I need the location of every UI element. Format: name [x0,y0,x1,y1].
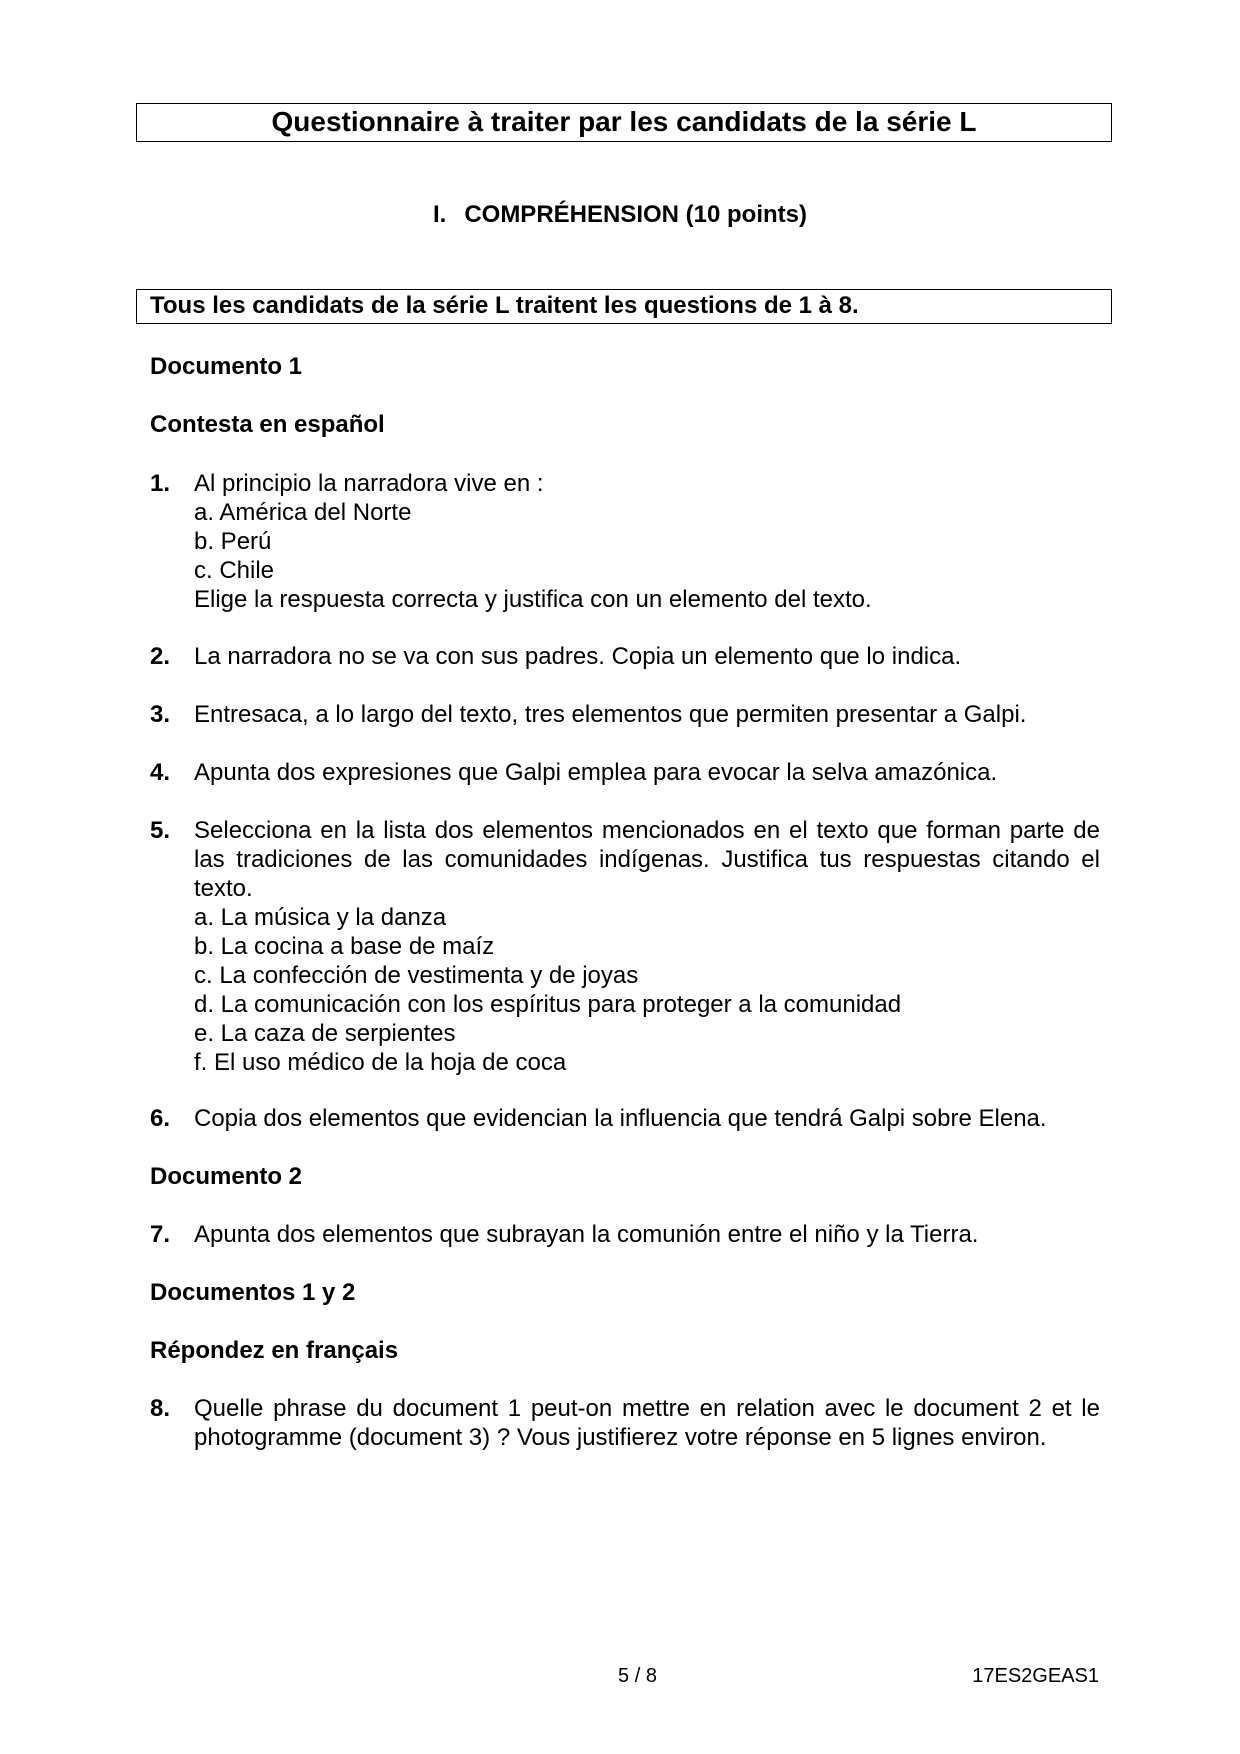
question-number: 2. [150,643,171,670]
question-2 [150,642,1100,671]
question-text: Quelle phrase du document 1 peut-on mettre en relation avec le document 2 et le photogramme (document 3) ? Vous justifierez votre réponse en 5 lignes environ. [194,1395,1100,1451]
page-number: 5 / 8 [618,1665,657,1687]
document-2-heading: Documento 2 [150,1163,303,1190]
question-text: Al principio la narradora vive en : [194,470,544,497]
question-6 [150,1104,1100,1133]
option-item: b. Perú [194,528,272,555]
question-instruction: Elige la respuesta correcta y justifica con un elemento del texto. [194,586,872,613]
question-8 [150,1394,1100,1452]
documents-1-2-heading: Documentos 1 y 2 [150,1279,356,1306]
question-4 [150,758,1100,787]
question-3 [150,700,1100,729]
option-item: c. Chile [194,557,275,584]
question-number: 8. [150,1395,171,1422]
question-5 [150,816,1100,1077]
documents-1-2-subheading: Répondez en français [150,1337,399,1364]
question-text: Apunta dos elementos que subrayan la comunión entre el niño y la Tierra. [194,1221,979,1248]
question-number: 1. [150,470,171,497]
question-text: Entresaca, a lo largo del texto, tres elementos que permiten presentar a Galpi. [194,701,1027,728]
question-text: Apunta dos expresiones que Galpi emplea para evocar la selva amazónica. [194,759,998,786]
question-text: Copia dos elementos que evidencian la influencia que tendrá Galpi sobre Elena. [194,1105,1047,1132]
question-1 [150,469,1100,614]
option-item: a. América del Norte [194,499,412,526]
page-title: Questionnaire à traiter par les candidats de la série L [136,103,1112,142]
question-7 [150,1220,1100,1249]
section-heading [0,200,1240,230]
option-item: d. La comunicación con los espíritus para proteger a la comunidad [194,991,902,1018]
instruction-box: Tous les candidats de la série L traitent les questions de 1 à 8. [136,289,1112,324]
option-item: a. La música y la danza [194,904,447,931]
section-label: COMPRÉHENSION (10 points) [464,201,808,228]
question-text: La narradora no se va con sus padres. Copia un elemento que lo indica. [194,643,962,670]
document-1-subheading: Contesta en español [150,411,385,438]
option-item: c. La confección de vestimenta y de joyas [194,962,639,989]
question-number: 7. [150,1221,171,1248]
document-code: 17ES2GEAS1 [972,1665,1099,1687]
option-item: f. El uso médico de la hoja de coca [194,1049,567,1076]
question-text: Selecciona en la lista dos elementos mencionados en el texto que forman parte de las tradiciones de las comunidades indígenas. Justifica tus respuestas citando el texto. [194,817,1100,902]
option-item: e. La caza de serpientes [194,1020,456,1047]
question-number: 4. [150,759,171,786]
question-number: 5. [150,817,171,844]
document-1-heading: Documento 1 [150,353,303,380]
section-number: I. [432,201,447,228]
question-number: 6. [150,1105,171,1132]
option-item: b. La cocina a base de maíz [194,933,495,960]
question-number: 3. [150,701,171,728]
